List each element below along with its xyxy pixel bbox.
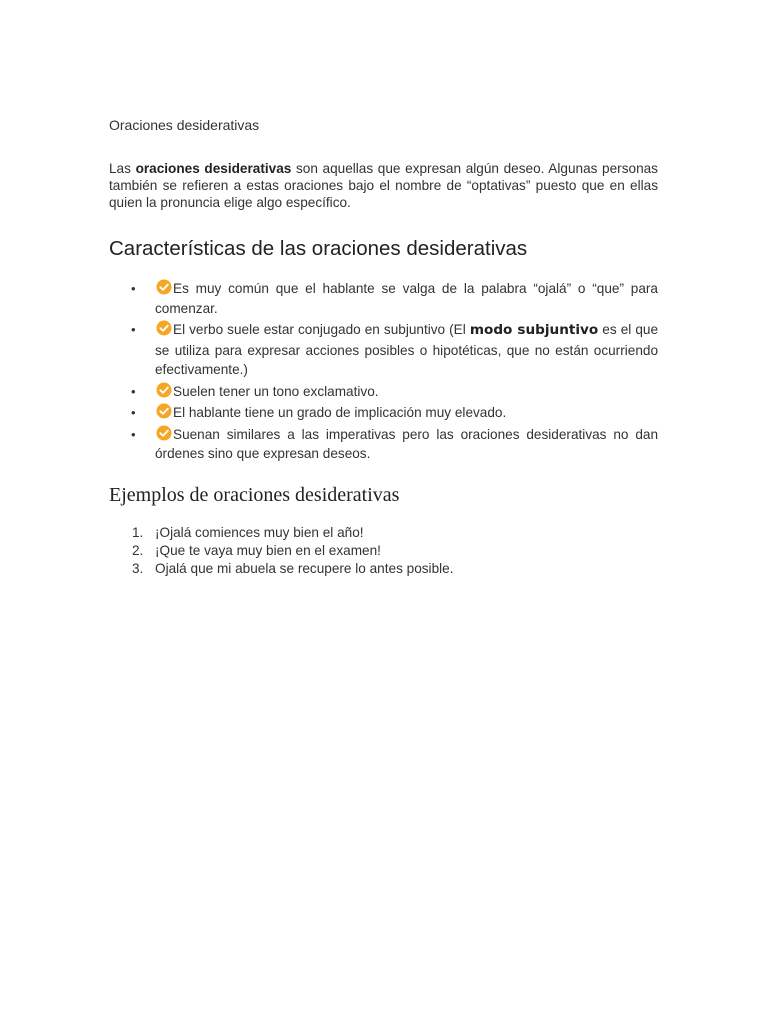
list-item-text: ¡Ojalá comiences muy bien el año! — [155, 525, 364, 540]
intro-text-before: Las — [109, 161, 136, 176]
list-item — [109, 382, 658, 402]
bullet-icon: • — [131, 322, 136, 337]
list-item — [109, 524, 454, 542]
section-heading-characteristics: Características de las oraciones desiderativas — [109, 237, 528, 260]
check-circle-icon — [156, 425, 172, 441]
list-item-text-before: El verbo suele estar conjugado en subjuntivo (El — [173, 322, 470, 337]
bullet-icon: • — [131, 383, 136, 399]
intro-bold-term: oraciones desiderativas — [135, 161, 292, 176]
list-item-text: Ojalá que mi abuela se recupere lo antes posible. — [155, 561, 454, 576]
list-item — [109, 542, 454, 560]
section-heading-examples: Ejemplos de oraciones desiderativas — [109, 484, 400, 506]
list-item-text: Suelen tener un tono exclamativo. — [173, 383, 379, 399]
list-item-text-after: es el que se utiliza para expresar acciones posibles o hipotéticas, que no están ocurriendo efectivamente.) — [155, 322, 658, 377]
list-item-text: ¡Que te vaya muy bien en el examen! — [155, 543, 381, 558]
list-item-number: 1. — [132, 525, 144, 540]
bullet-icon: • — [131, 426, 136, 442]
list-item-number: 3. — [132, 561, 144, 576]
bullet-icon: • — [131, 281, 136, 296]
intro-paragraph — [109, 160, 658, 211]
list-item — [109, 560, 454, 578]
list-item-number: 2. — [132, 543, 144, 558]
examples-list — [109, 524, 454, 578]
list-item — [109, 279, 658, 318]
check-circle-icon — [156, 403, 172, 419]
list-item-text: El hablante tiene un grado de implicación muy elevado. — [173, 405, 507, 420]
list-item — [109, 425, 658, 464]
check-circle-icon — [156, 320, 172, 336]
check-circle-icon — [156, 382, 172, 398]
list-item-bold-term: modo subjuntivo — [469, 322, 599, 338]
intro-text-after: son aquellas que expresan algún deseo. Algunas personas también se refieren a estas oraciones bajo el nombre de “optativas” puesto que en ellas quien la pronuncia elige algo específico. — [109, 161, 658, 210]
list-item-text: Es muy común que el hablante se valga de la palabra “ojalá” o “que” para comenzar. — [155, 281, 658, 316]
list-item — [109, 320, 658, 380]
document-title: Oraciones desiderativas — [109, 117, 260, 133]
list-item — [109, 403, 658, 423]
check-circle-icon — [156, 279, 172, 295]
list-item-text: Suenan similares a las imperativas pero las oraciones desiderativas no dan órdenes sino que expresan deseos. — [155, 426, 658, 461]
bullet-icon: • — [131, 405, 136, 420]
characteristics-list — [109, 279, 658, 466]
